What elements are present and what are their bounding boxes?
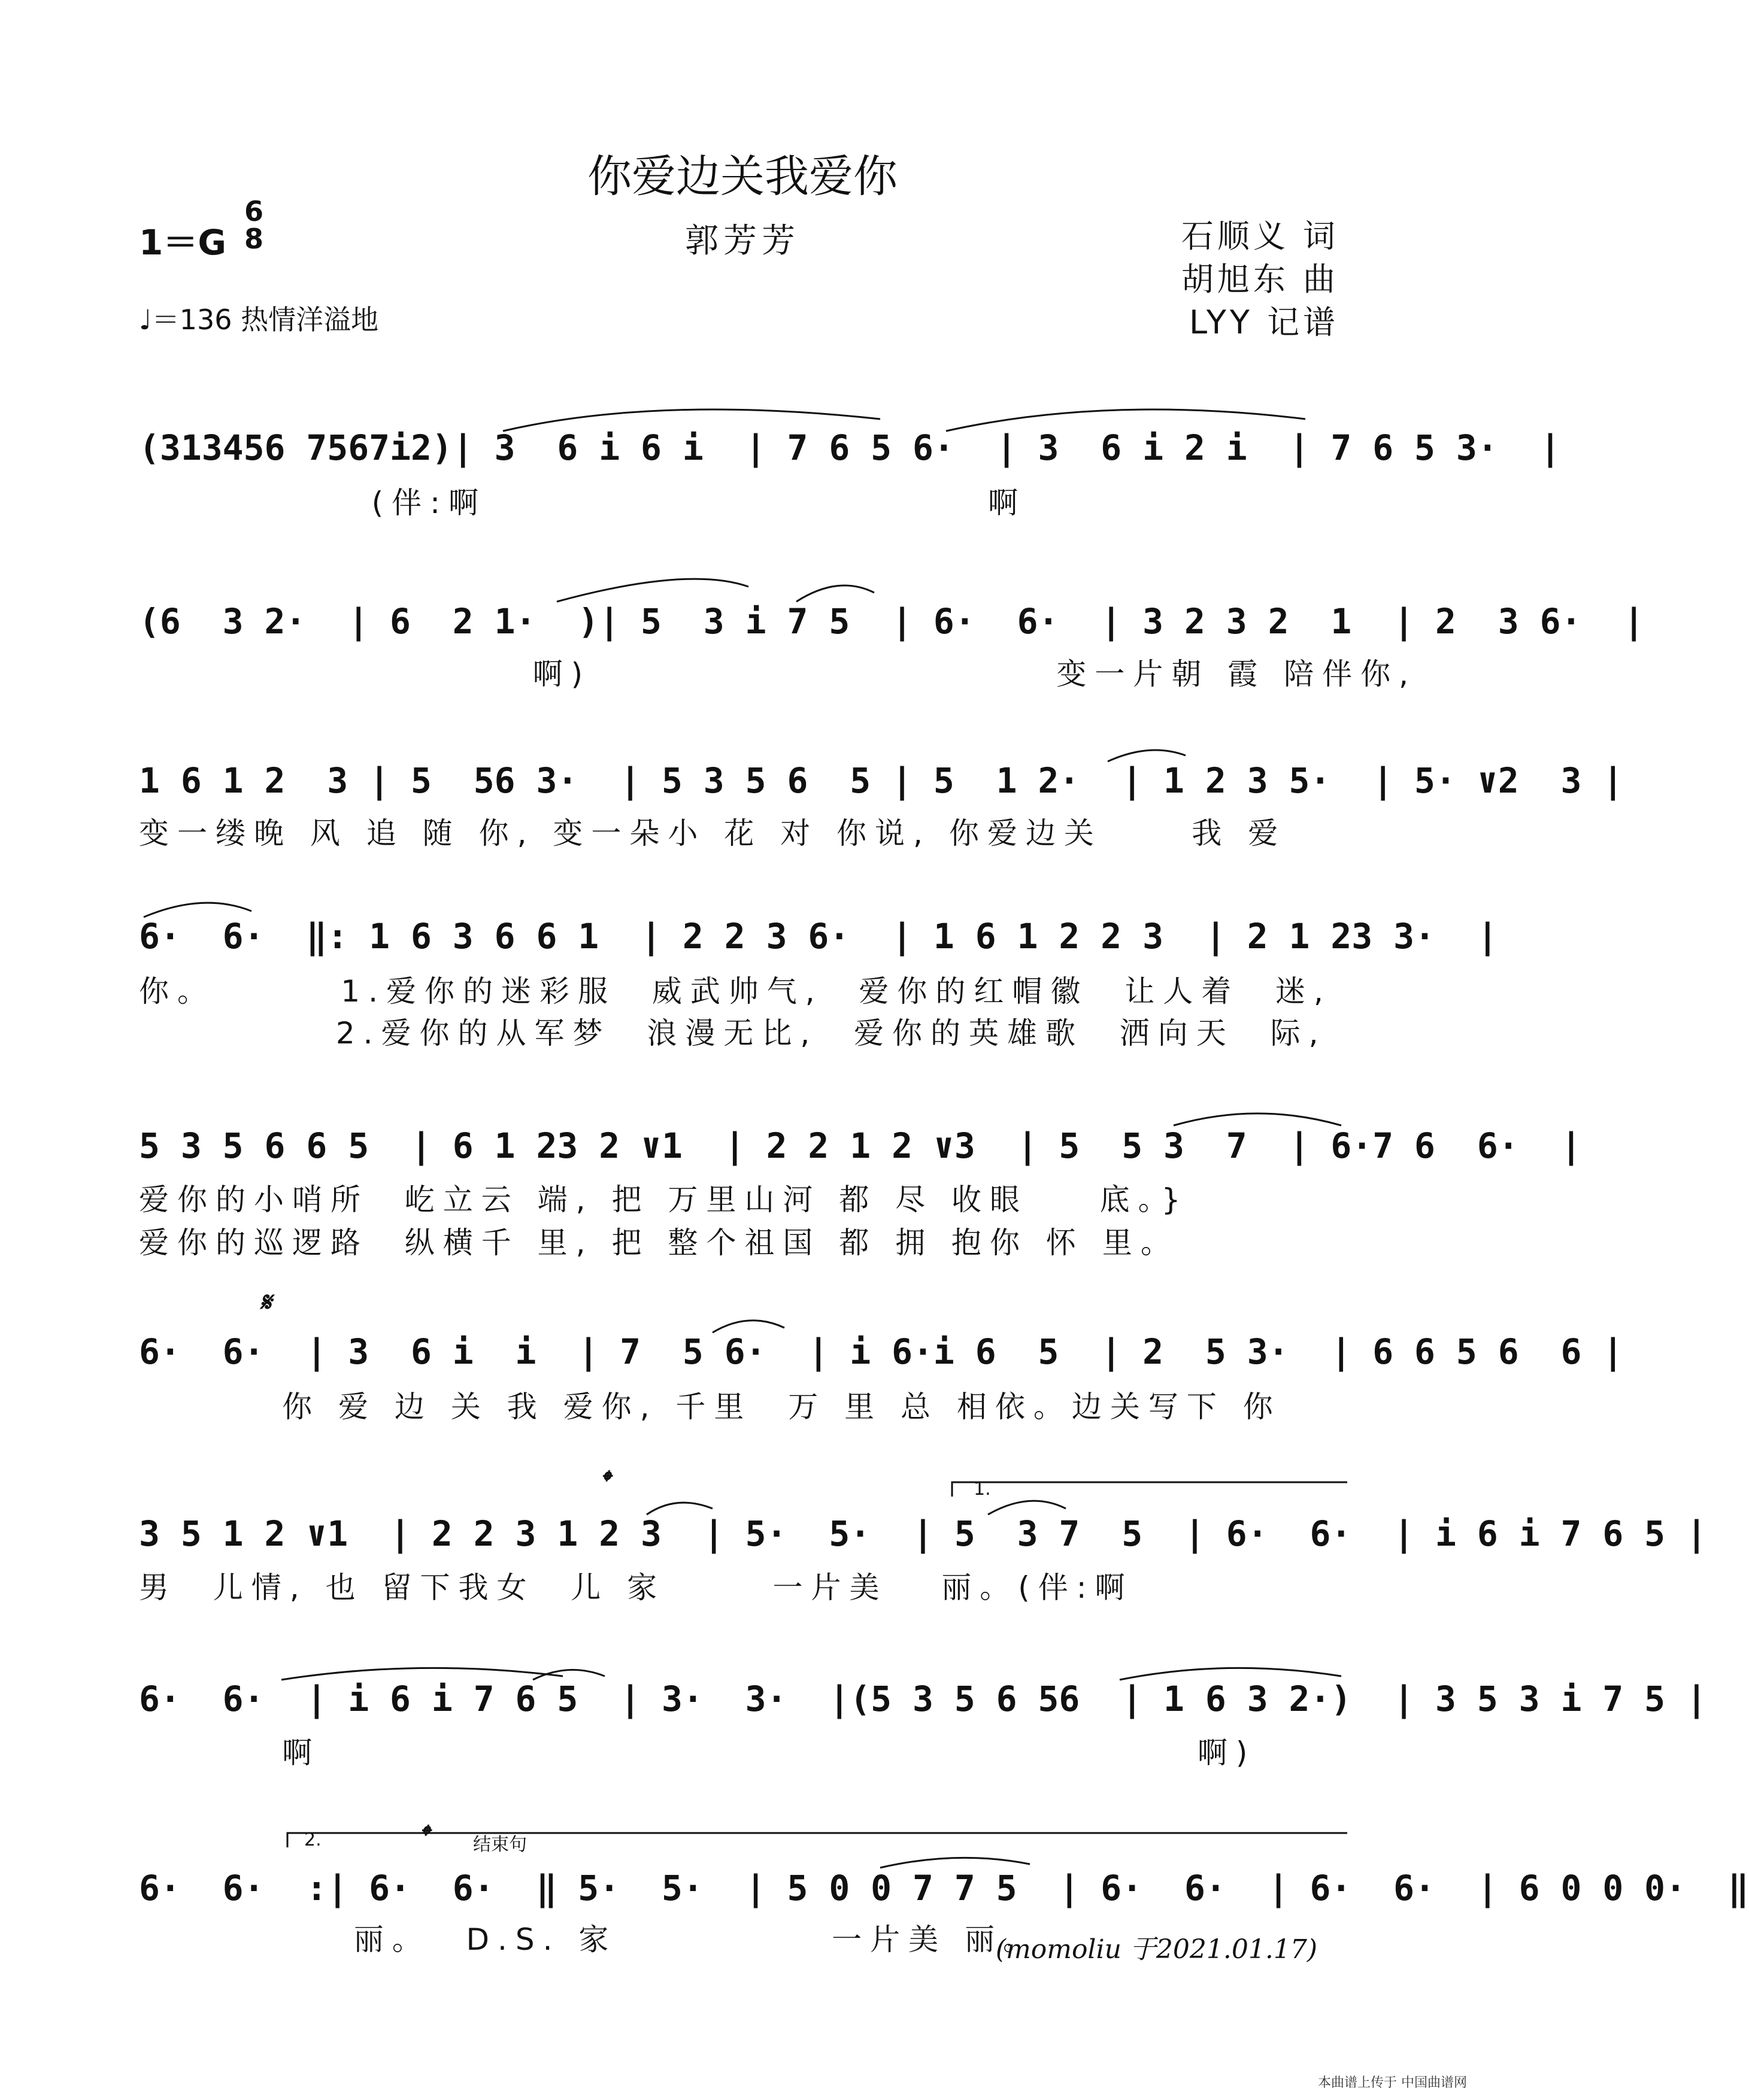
meter-denominator: 8 xyxy=(244,223,264,255)
notation-system-6: 6· 6· | 3 6 i i | 7 5 6· | i 6·i 6 5 | 2 5 3· | 6 6 5 6 6 | xyxy=(139,1331,1624,1372)
coda-sign-2: 𝄌 xyxy=(419,1820,429,1850)
lyrics-system-9: 丽。 D.S. 家 一片美 丽。 xyxy=(139,1922,1042,1957)
lyrics-system-6: 你 爱 边 关 我 爱你, 千里 万 里 总 相依。边关写下 你 xyxy=(139,1389,1281,1424)
notation-system-5: 5 3 5 6 6 5 | 6 1 23 2 ∨1 | 2 2 1 2 ∨3 | 5 5 3 7 | 6·7 6 6· | xyxy=(139,1125,1582,1166)
slur xyxy=(281,1668,563,1680)
volta-bracket xyxy=(952,1482,1347,1497)
volta-2-label: 2. xyxy=(304,1829,322,1850)
lyrics-system-4-verse-2: 2.爱你的从军梦 浪漫无比, 爱你的英雄歌 洒向天 际, xyxy=(139,1016,1327,1051)
lyrics-system-1: (伴:啊 啊 xyxy=(139,485,1026,520)
composer: 胡旭东 曲 xyxy=(1181,260,1339,298)
slur xyxy=(1174,1113,1341,1125)
lyrics-system-3: 变一缕晚 风 追 随 你, 变一朵小 花 对 你说, 你爱边关 我 爱 xyxy=(139,816,1287,851)
notation-system-3: 1 6 1 2 3 | 5 56 3· | 5 3 5 6 5 | 5 1 2· | 1 2 3 5· | 5· ∨2 3 | xyxy=(139,760,1624,801)
slur xyxy=(1120,1668,1341,1680)
notation-system-9: 6· 6· :| 6· 6· ‖ 5· 5· | 5 0 0 7 7 5 | 6· 6· | 6· 6· | 6 0 0 0· ‖ xyxy=(139,1868,1749,1908)
slur xyxy=(533,1670,605,1680)
transcriber: LYY 记谱 xyxy=(1189,304,1339,341)
lyrics-system-8: 啊 啊) xyxy=(139,1735,1256,1770)
slur xyxy=(713,1321,784,1333)
slur xyxy=(946,409,1305,431)
slur xyxy=(880,1858,1030,1868)
lyrics-system-5-verse-1: 爱你的小哨所 屹立云 端, 把 万里山河 都 尽 收眼 底。} xyxy=(139,1182,1189,1217)
song-title: 你爱边关我爱你 xyxy=(587,151,898,202)
slur xyxy=(988,1501,1066,1515)
slur xyxy=(144,903,251,917)
coda-sign: 𝄌 xyxy=(600,1465,610,1496)
ending-phrase-label: 结束句 xyxy=(473,1834,527,1855)
upload-note: 本曲谱上传于 中国曲谱网 xyxy=(1318,2075,1467,2090)
transcription-signature: (momoliu 于2021.01.17) xyxy=(995,1934,1317,1965)
segno-sign: 𝄋 xyxy=(260,1287,271,1318)
slur xyxy=(503,409,880,431)
volta-bracket xyxy=(287,1833,455,1847)
slur xyxy=(796,585,874,602)
key-signature: 1＝G xyxy=(139,222,226,263)
lyrics-system-2: 啊) 变一片朝 霞 陪伴你, xyxy=(139,657,1417,691)
lyricist: 石顺义 词 xyxy=(1181,217,1339,255)
slur xyxy=(647,1503,713,1515)
lyrics-system-4-verse-1: 你。 1.爱你的迷彩服 威武帅气, 爱你的红帽徽 让人着 迷, xyxy=(139,974,1332,1009)
slur xyxy=(557,579,748,602)
singer: 郭芳芳 xyxy=(685,221,800,260)
notation-system-1: (313456 7567i2)| 3 6 i 6 i | 7 6 5 6· | 3 6 i 2 i | 7 6 5 3· | xyxy=(139,427,1561,468)
notation-system-2: (6 3 2· | 6 2 1· )| 5 3 i 7 5 | 6· 6· | 3 2 3 2 1 | 2 3 6· | xyxy=(139,601,1645,642)
tempo-marking: ♩＝136 热情洋溢地 xyxy=(139,304,379,336)
notation-system-7: 3 5 1 2 ∨1 | 2 2 3 1 2 3 | 5· 5· | 5 3 7 5 | 6· 6· | i 6 i 7 6 5 | xyxy=(139,1513,1707,1554)
slur xyxy=(1108,750,1186,761)
meter-numerator: 6 xyxy=(244,195,264,227)
notation-system-4: 6· 6· ‖: 1 6 3 6 6 1 | 2 2 3 6· | 1 6 1 2 2 3 | 2 1 23 3· | xyxy=(139,916,1498,957)
lyrics-system-7: 男 儿情, 也 留下我女 儿 家 一片美 丽。(伴:啊 xyxy=(139,1570,1133,1605)
lyrics-system-5-verse-2: 爱你的巡逻路 纵横千 里, 把 整个祖国 都 拥 抱你 怀 里。 xyxy=(139,1225,1179,1260)
volta-1-label: 1. xyxy=(974,1479,991,1500)
notation-system-8: 6· 6· | i 6 i 7 6 5 | 3· 3· |(5 3 5 6 56 | 1 6 3 2·) | 3 5 3 i 7 5 | xyxy=(139,1679,1707,1719)
